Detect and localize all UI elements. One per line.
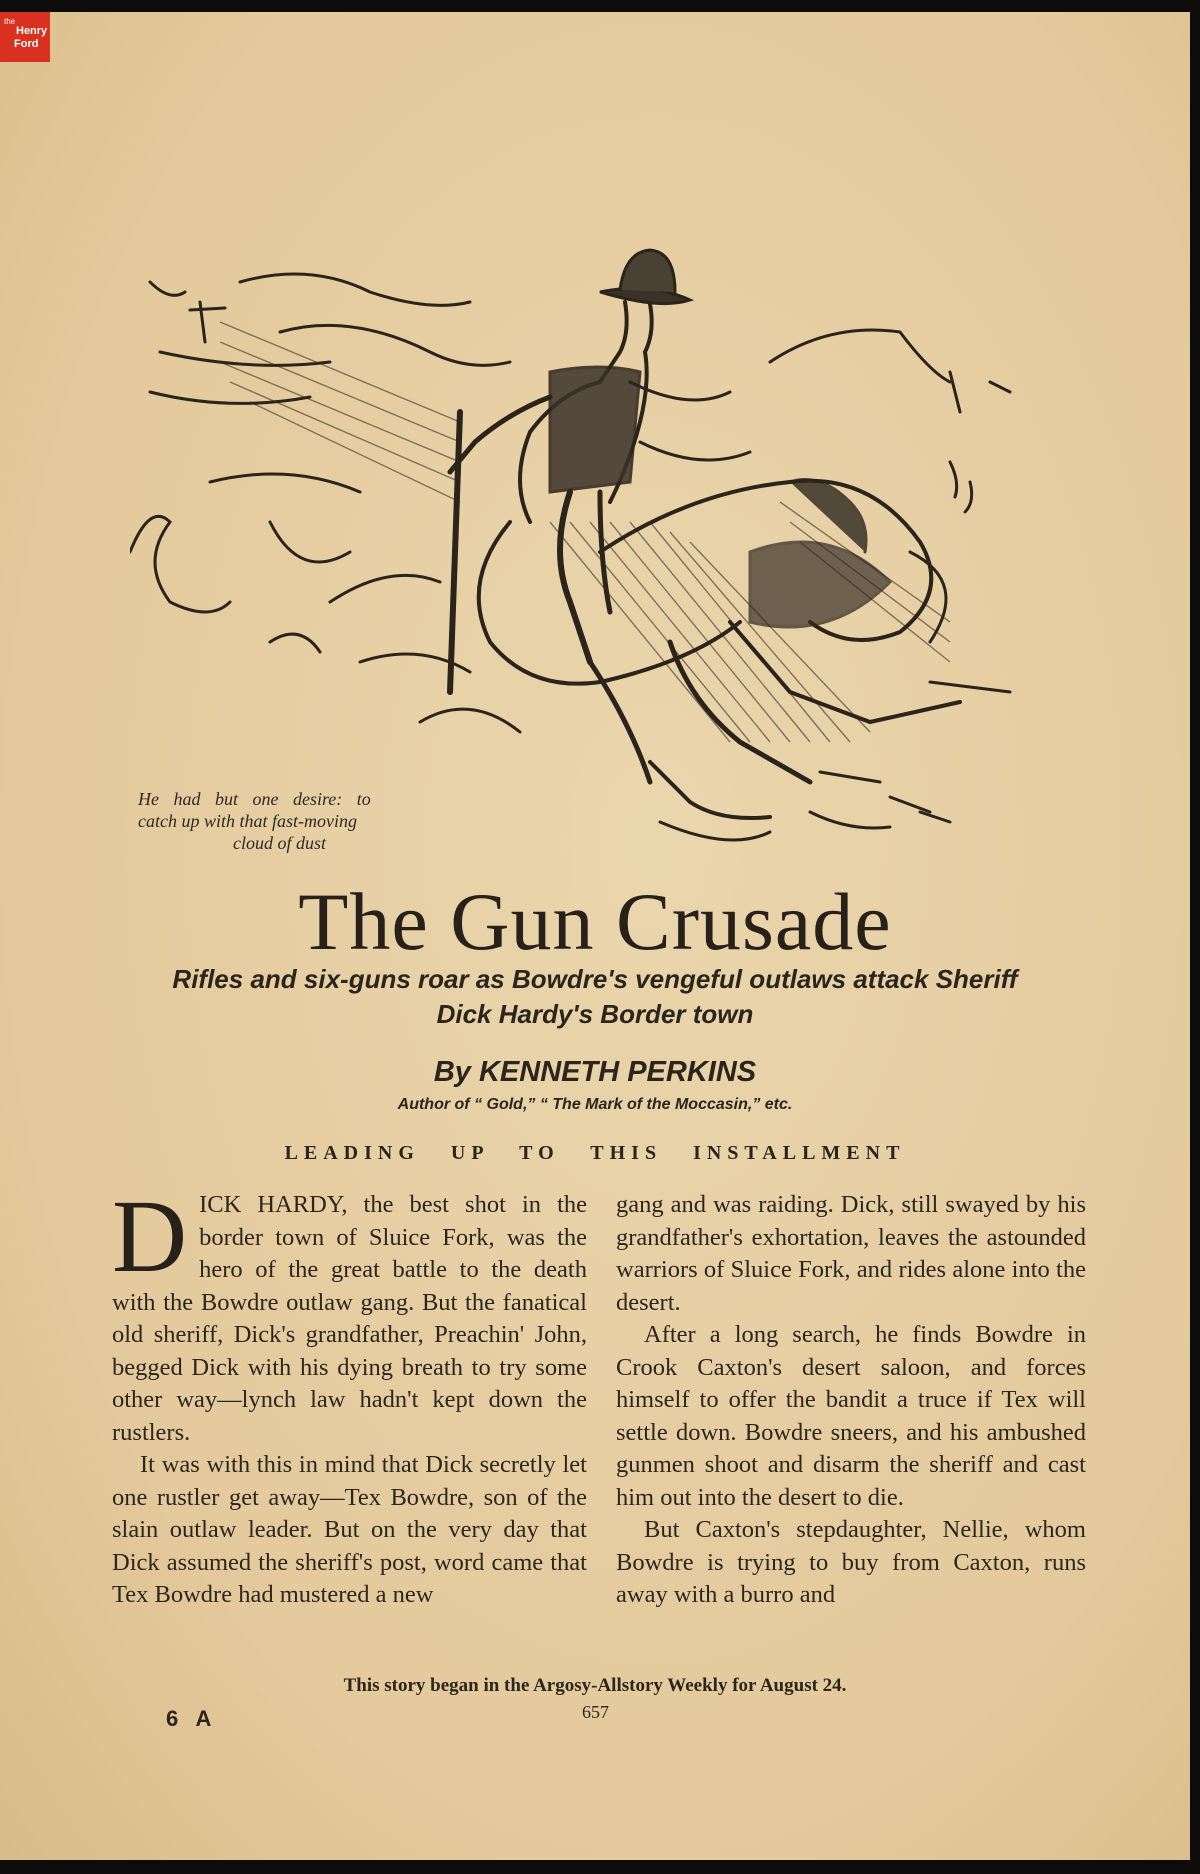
section-heading: LEADING UP TO THIS INSTALLMENT [284, 1142, 906, 1164]
caption-line-3: cloud of dust [233, 833, 326, 853]
story-footnote: This story began in the Argosy-Allstory Weekly for August 24. [343, 1675, 847, 1696]
story-title: The Gun Crusade [298, 876, 892, 967]
cowboy-horse-illustration [130, 222, 1070, 872]
text-column-right [616, 1189, 1086, 1612]
author-byline: By KENNETH PERKINS [433, 1056, 757, 1088]
text-column-left [112, 1179, 587, 1612]
paragraph: gang and was raiding. Dick, still swayed by his grandfather's exhortation, leaves the astounded warriors of Sluice Fork, and rides alone into the desert. [616, 1191, 1086, 1316]
paragraph-text: ICK HARDY, the best shot in the border town of Sluice Fork, was the hero of the great battle to the death with the Bowdre outlaw gang. But the fanatical old sheriff, Dick's grandfather, Preachin' John, begged Dick with his dying breath to try some other way—lynch law hadn't kept down the rustlers. [112, 1191, 587, 1446]
illustration-caption [138, 788, 468, 854]
subtitle-line-1: Rifles and six-guns roar as Bowdre's vengeful outlaws attack Sheriff [172, 964, 1018, 994]
henry-ford-logo[interactable] [0, 12, 50, 62]
paragraph: But Caxton's stepdaughter, Nellie, whom Bowdre is trying to buy from Caxton, runs away with a burro and [616, 1516, 1086, 1608]
author-credit: Author of “ Gold,” “ The Mark of the Moccasin,” etc. [397, 1096, 793, 1113]
logo-line-3: Ford [14, 38, 39, 50]
paragraph [112, 1179, 587, 1449]
caption-line-1: He had but one desire: to [138, 789, 371, 809]
signature-mark: 6 A [166, 1706, 218, 1731]
paragraph: After a long search, he finds Bowdre in Crook Caxton's desert saloon, and forces himself to offer the bandit a truce if Tex will settle down. Bowdre sneers, and his ambushed gunmen shoot and disarm the sheriff and cast him out into the desert to die. [616, 1321, 1086, 1511]
subtitle-line-2: Dick Hardy's Border town [436, 999, 754, 1029]
logo-line-2: Henry [16, 25, 48, 37]
paragraph: It was with this in mind that Dick secretly let one rustler get away—Tex Bowdre, son of the slain outlaw leader. But on the very day that Dick assumed the sheriff's post, word came that Tex Bowdre had mustered a new [112, 1451, 587, 1608]
caption-line-2: catch up with that fast-moving [138, 811, 357, 831]
logo-line-1: the [4, 17, 16, 26]
story-subtitle [160, 962, 1030, 1032]
magazine-page [0, 12, 1190, 1860]
drop-cap: D [112, 1179, 188, 1294]
page-number: 657 [582, 1702, 609, 1722]
